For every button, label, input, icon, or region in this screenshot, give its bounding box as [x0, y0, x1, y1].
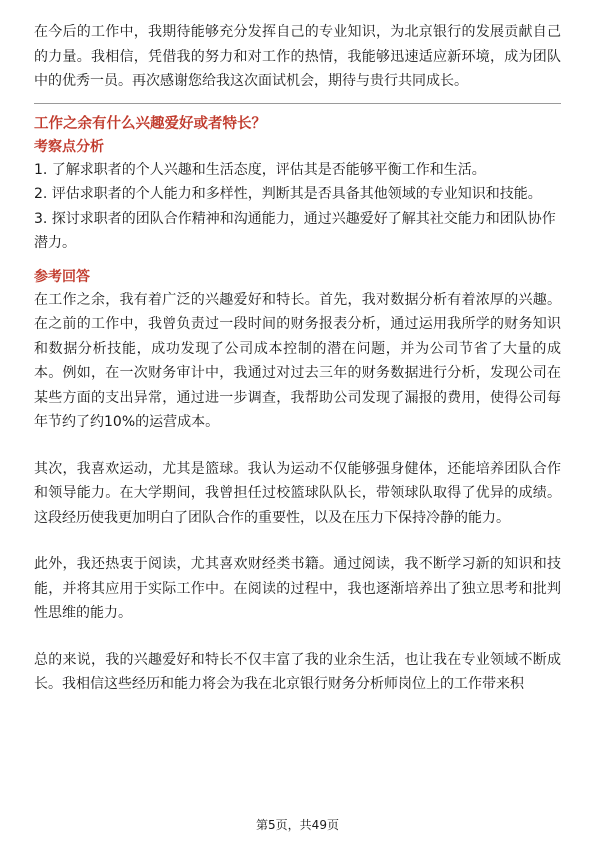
- analysis-point: 1. 了解求职者的个人兴趣和生活态度，评估其是否能够平衡工作和生活。: [34, 161, 486, 178]
- spacer: [34, 530, 561, 552]
- answer-paragraph: 总的来说，我的兴趣爱好和特长不仅丰富了我的业余生活，也让我在专业领域不断成长。我相信这些经历和能力将会为我在北京银行财务分析师岗位上的工作带来积: [34, 651, 561, 692]
- answer-paragraph: 其次，我喜欢运动，尤其是篮球。我认为运动不仅能够强身健体，还能培养团队合作和领导能力。在大学期间，我曾担任过校篮球队队长，带领球队取得了优异的成绩。这段经历使我更加明白了团队合作的重要性，以及在压力下保持冷静的能力。: [34, 460, 561, 526]
- answer-paragraph: 在工作之余，我有着广泛的兴趣爱好和特长。首先，我对数据分析有着浓厚的兴趣。在之前的工作中，我曾负责过一段时间的财务报表分析，通过运用我所学的财务知识和数据分析技能，成功发现了公司成本控制的潜在问题，并为公司节省了大量的成本。例如，在一次财务审计中，我通过对过去三年的财务数据进行分析，发现公司在某些方面的支出异常，通过进一步调查，我帮助公司发现了漏报的费用，使得公司每年节约了约10%的运营成本。: [34, 291, 561, 430]
- intro-paragraph: 在今后的工作中，我期待能够充分发挥自己的专业知识，为北京银行的发展贡献自己的力量。我相信，凭借我的努力和对工作的热情，我能够迅速适应新环境，成为团队中的优秀一员。再次感谢您给我这次面试机会，期待与贵行共同成长。: [34, 24, 561, 89]
- analysis-point: 3. 探讨求职者的团队合作精神和沟通能力，通过兴趣爱好了解其社交能力和团队协作潜力。: [34, 210, 556, 251]
- answer-heading: 参考回答: [34, 268, 90, 285]
- analysis-point: 2. 评估求职者的个人能力和多样性，判断其是否具备其他领域的专业知识和技能。: [34, 186, 542, 202]
- analysis-heading: 考察点分析: [34, 138, 104, 155]
- spacer: [34, 626, 561, 648]
- spacer: [34, 256, 561, 266]
- page-content: [34, 20, 561, 697]
- question-heading: 工作之余有什么兴趣爱好或者特长？: [34, 115, 266, 132]
- spacer: [34, 435, 561, 457]
- page-number-footer: 第5页，共49页: [256, 818, 339, 832]
- section-divider: [34, 103, 561, 104]
- answer-paragraph: 此外，我还热衷于阅读，尤其喜欢财经类书籍。通过阅读，我不断学习新的知识和技能，并将其应用于实际工作中。在阅读的过程中，我也逐渐培养出了独立思考和批判性思维的能力。: [34, 556, 561, 621]
- analysis-points: [34, 158, 561, 256]
